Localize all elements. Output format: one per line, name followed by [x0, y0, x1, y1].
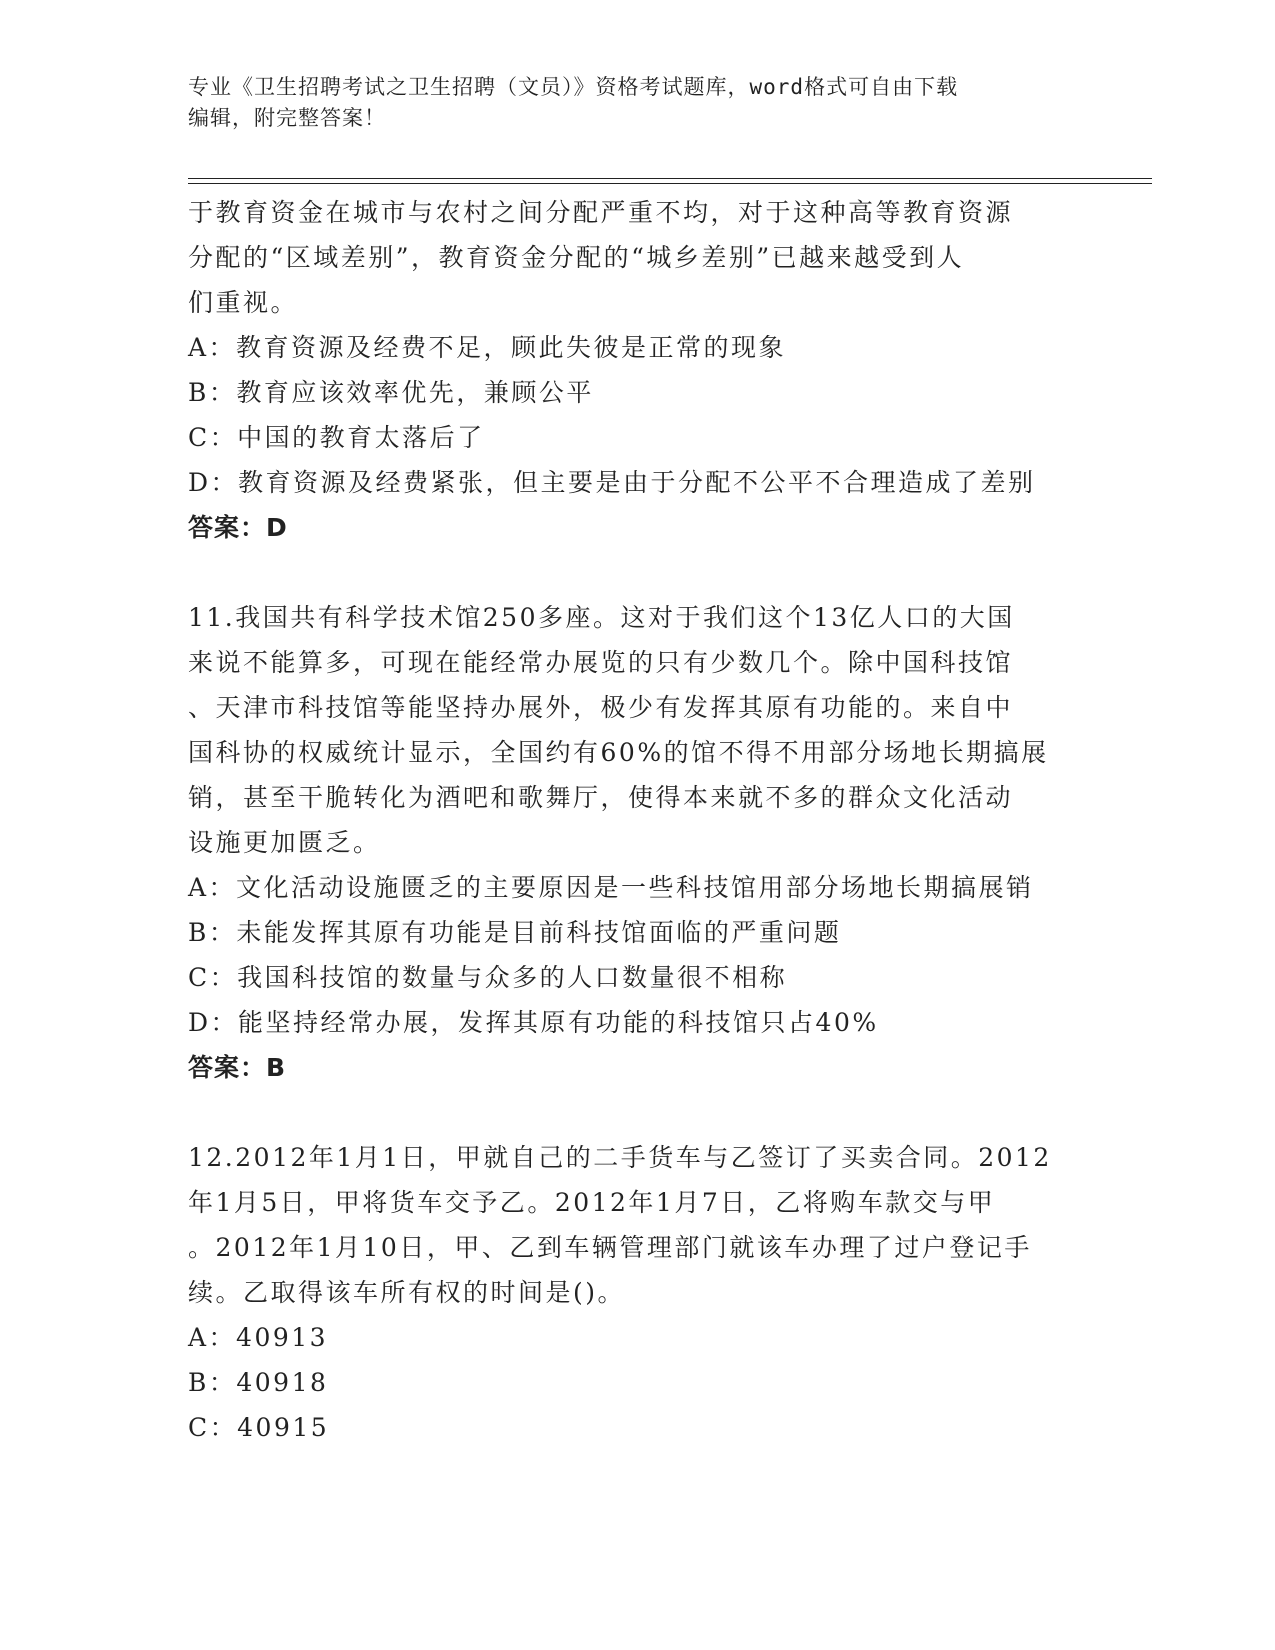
option-b: B：40918: [188, 1368, 329, 1397]
question-stem-line: 11.我国共有科学技术馆250多座。这对于我们这个13亿人口的大国: [188, 603, 1015, 632]
question-stem-line: 分配的“区域差别”，教育资金分配的“城乡差别”已越来越受到人: [188, 243, 965, 272]
question-stem-line: 们重视。: [188, 288, 299, 317]
header-divider-bottom: [188, 183, 1152, 184]
option-d: D：教育资源及经费紧张，但主要是由于分配不公平不合理造成了差别: [188, 468, 1036, 497]
header-line-2: 编辑，附完整答案！: [188, 106, 386, 130]
question-stem-line: 年1月5日，甲将货车交予乙。2012年1月7日，乙将购车款交与甲: [188, 1188, 996, 1217]
header-line-1: 专业《卫生招聘考试之卫生招聘（文员）》资格考试题库，word格式可自由下载: [188, 75, 959, 99]
answer-line: 答案：B: [188, 1053, 287, 1082]
option-a: A：教育资源及经费不足，顾此失彼是正常的现象: [188, 333, 787, 362]
option-c: C：我国科技馆的数量与众多的人口数量很不相称: [188, 963, 788, 992]
question-stem-line: 续。乙取得该车所有权的时间是()。: [188, 1278, 626, 1307]
option-a: A：40913: [188, 1323, 329, 1352]
option-c: C：40915: [188, 1413, 330, 1442]
question-stem-line: 12.2012年1月1日，甲就自己的二手货车与乙签订了买卖合同。2012: [188, 1143, 1052, 1172]
option-b: B：未能发挥其原有功能是目前科技馆面临的严重问题: [188, 918, 842, 947]
question-11: [188, 595, 1088, 1090]
option-c: C：中国的教育太落后了: [188, 423, 485, 452]
header-divider-top: [188, 178, 1152, 179]
question-stem-line: 销，甚至干脆转化为酒吧和歌舞厅，使得本来就不多的群众文化活动: [188, 783, 1014, 812]
question-stem-line: 于教育资金在城市与农村之间分配严重不均，对于这种高等教育资源: [188, 198, 1014, 227]
question-stem-line: 设施更加匮乏。: [188, 828, 381, 857]
question-stem-line: 。2012年1月10日，甲、乙到车辆管理部门就该车办理了过户登记手: [188, 1233, 1032, 1262]
document-body: [188, 190, 1088, 1450]
option-a: A：文化活动设施匮乏的主要原因是一些科技馆用部分场地长期搞展销: [188, 873, 1034, 902]
option-b: B：教育应该效率优先，兼顾公平: [188, 378, 594, 407]
answer-line: 答案：D: [188, 513, 288, 542]
question-10: [188, 190, 1088, 550]
option-d: D：能坚持经常办展，发挥其原有功能的科技馆只占40%: [188, 1008, 879, 1037]
question-12: [188, 1135, 1088, 1450]
document-header: [188, 72, 1068, 134]
question-stem-line: 、天津市科技馆等能坚持办展外，极少有发挥其原有功能的。来自中: [188, 693, 1014, 722]
question-stem-line: 来说不能算多，可现在能经常办展览的只有少数几个。除中国科技馆: [188, 648, 1014, 677]
question-stem-line: 国科协的权威统计显示，全国约有60%的馆不得不用部分场地长期搞展: [188, 738, 1049, 767]
